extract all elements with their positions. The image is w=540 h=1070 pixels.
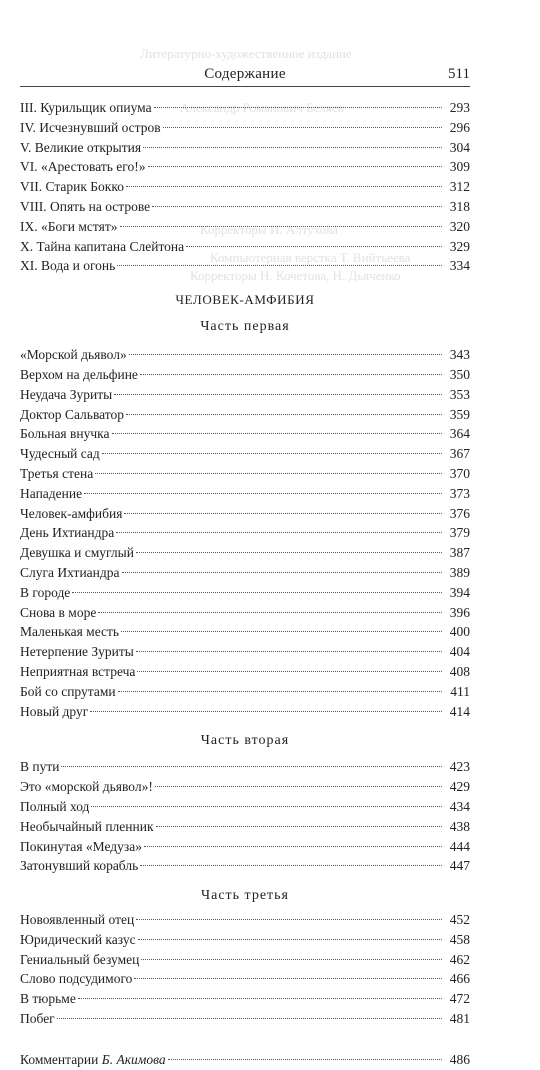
- toc-entry-title: Неудача Зуриты: [20, 386, 113, 402]
- toc-entry-title: [20, 1050, 166, 1070]
- book-title: ЧЕЛОВЕК-АМФИБИЯ: [175, 292, 315, 308]
- dot-leader: [112, 433, 442, 434]
- toc-entry-title: X. Тайна капитана Слейтона: [20, 238, 185, 254]
- toc-entry: [20, 345, 470, 365]
- toc-entry: [20, 157, 470, 177]
- toc-entry-page: 466: [449, 971, 470, 987]
- page-number: 511: [448, 66, 470, 82]
- toc-entry-page: 411: [450, 683, 470, 699]
- toc-entry-page: 379: [449, 525, 470, 541]
- toc-entry-title: Слуга Ихтиандра: [20, 564, 120, 580]
- toc-entry-title: «Морской дьявол»: [20, 347, 127, 363]
- toc-entry-page: 370: [449, 465, 470, 481]
- dot-leader: [118, 691, 442, 692]
- toc-entry: [20, 1009, 470, 1029]
- toc-entry: [20, 603, 470, 623]
- toc-entry-title: Снова в море: [20, 604, 97, 620]
- toc-entry-page: 481: [449, 1011, 470, 1027]
- toc-entry: [20, 217, 470, 237]
- dot-leader: [78, 998, 442, 999]
- toc-entry-title: V. Великие открытия: [20, 139, 142, 155]
- dot-leader: [168, 1059, 442, 1060]
- bleed-through-line: Корректоры И. Алтухова: [200, 222, 338, 237]
- toc-entry-page: 438: [449, 818, 470, 834]
- toc-entry-title: Юридический казус: [20, 931, 136, 947]
- dot-leader: [148, 166, 443, 167]
- toc-entry-title: Покинутая «Медуза»: [20, 838, 142, 854]
- toc-entry-title: Девушка и смуглый: [20, 545, 134, 561]
- dot-leader: [122, 572, 442, 573]
- dot-leader: [61, 766, 442, 767]
- toc-entry-page: 312: [449, 179, 470, 195]
- toc-entry: [20, 757, 470, 777]
- toc-entry-title: Неприятная встреча: [20, 663, 136, 679]
- toc-entry-page: 389: [449, 564, 470, 580]
- dot-leader: [134, 978, 442, 979]
- toc-entry-page: 343: [449, 347, 470, 363]
- toc-entry-title: Чудесный сад: [20, 446, 100, 462]
- dot-leader: [155, 786, 442, 787]
- toc-page: [20, 64, 470, 1070]
- toc-entry: [20, 197, 470, 217]
- toc-entry: [20, 385, 470, 405]
- toc-entry-page: 296: [449, 119, 470, 135]
- toc-entry-title: Третья стена: [20, 465, 94, 481]
- part-title: Часть первая: [200, 319, 290, 335]
- toc-entry: [20, 662, 470, 682]
- dot-leader: [114, 394, 442, 395]
- toc-entry-page: 429: [449, 779, 470, 795]
- toc-entry-title: Доктор Сальватор: [20, 406, 125, 422]
- dot-leader: [95, 473, 442, 474]
- toc-entry-page: 364: [449, 426, 470, 442]
- dot-leader: [98, 612, 442, 613]
- toc-entry-page: 404: [449, 644, 470, 660]
- dot-leader: [57, 1018, 442, 1019]
- toc-entry-page: 423: [449, 759, 470, 775]
- toc-entry: [20, 702, 470, 722]
- toc-entry-page: 387: [449, 545, 470, 561]
- toc-entry: [20, 424, 470, 444]
- toc-entry: [20, 910, 470, 930]
- toc-entry: [20, 777, 470, 797]
- dot-leader: [144, 846, 442, 847]
- dot-leader: [126, 414, 442, 415]
- toc-entry-title: В городе: [20, 584, 71, 600]
- dot-leader: [90, 711, 442, 712]
- toc-entry-page: 359: [449, 406, 470, 422]
- toc-entry-page: 452: [449, 912, 470, 928]
- toc-entry: [20, 930, 470, 950]
- toc-entry-title: Новый друг: [20, 703, 89, 719]
- toc-entry-title: В тюрьме: [20, 991, 76, 1007]
- bleed-through-line: Александр Романович Беляев: [180, 100, 344, 115]
- toc-entry-title: В пути: [20, 759, 60, 775]
- bleed-through-line: Корректоры Н. Кочетова, Н. Дьяченко: [190, 268, 401, 283]
- comments-author: Б. Акимова: [101, 1051, 166, 1067]
- toc-entry: [20, 504, 470, 524]
- toc-entry: [20, 98, 470, 118]
- dot-leader: [141, 959, 442, 960]
- bleed-through-line: Литературно-художественное издание: [140, 46, 352, 61]
- toc-entry-page: 350: [449, 366, 470, 382]
- toc-entry-title: Полный ход: [20, 798, 90, 814]
- toc-entry-title: Нетерпение Зуриты: [20, 644, 134, 660]
- dot-leader: [72, 592, 442, 593]
- toc-entry-page: 396: [449, 604, 470, 620]
- toc-entry-title: Нападение: [20, 485, 83, 501]
- toc-entry-page: 320: [449, 218, 470, 234]
- dot-leader: [140, 374, 442, 375]
- toc-entry: [20, 969, 470, 989]
- toc-part-1: [20, 345, 470, 721]
- toc-entry: [20, 642, 470, 662]
- part-title: Часть третья: [201, 888, 289, 904]
- toc-entry: [20, 237, 470, 257]
- toc-entry-page: 293: [449, 100, 470, 115]
- dot-leader: [120, 226, 443, 227]
- toc-entry-title: Это «морской дьявол»!: [20, 779, 153, 795]
- comments-label: Комментарии: [20, 1051, 99, 1067]
- toc-entry-page: 486: [449, 1051, 470, 1067]
- dot-leader: [140, 865, 442, 866]
- toc-entry-page: 394: [449, 584, 470, 600]
- toc-entry-title: IX. «Боги мстят»: [20, 218, 118, 234]
- toc-entry-page: 458: [449, 931, 470, 947]
- toc-entry-page: 318: [449, 198, 470, 214]
- toc-entry-title: Необычайный пленник: [20, 818, 154, 834]
- toc-entry-title: Верхом на дельфине: [20, 366, 138, 382]
- toc-entry-title: VIII. Опять на острове: [20, 198, 151, 214]
- dot-leader: [126, 186, 442, 187]
- toc-entry-title: XI. Вода и огонь: [20, 258, 116, 274]
- toc-entry: [20, 622, 470, 642]
- toc-entry-title: III. Курильщик опиума: [20, 100, 152, 115]
- dot-leader: [121, 631, 442, 632]
- toc-entry-title: Больная внучка: [20, 426, 110, 442]
- toc-entry-page: 434: [449, 798, 470, 814]
- toc-entry: [20, 464, 470, 484]
- toc-entry: [20, 950, 470, 970]
- toc-entry-page: 472: [449, 991, 470, 1007]
- toc-entry: [20, 989, 470, 1009]
- toc-entry-title: VII. Старик Бокко: [20, 179, 124, 195]
- toc-entry-page: 309: [449, 159, 470, 175]
- toc-section-1: [20, 98, 470, 276]
- dot-leader: [102, 453, 442, 454]
- dot-leader: [84, 493, 442, 494]
- dot-leader: [124, 513, 442, 514]
- dot-leader: [152, 206, 442, 207]
- toc-entry: [20, 118, 470, 138]
- toc-entry-title: Новоявленный отец: [20, 912, 135, 928]
- toc-entry-title: Бой со спрутами: [20, 683, 116, 699]
- toc-entry: [20, 484, 470, 504]
- toc-entry: [20, 563, 470, 583]
- toc-entry-page: 329: [449, 238, 470, 254]
- toc-entry: [20, 797, 470, 817]
- toc-entry-page: 414: [449, 703, 470, 719]
- dot-leader: [156, 826, 442, 827]
- toc-part-3: [20, 910, 470, 1029]
- toc-entry-title: Маленькая месть: [20, 624, 120, 640]
- dot-leader: [137, 671, 442, 672]
- toc-entry-page: 353: [449, 386, 470, 402]
- toc-entry-page: 408: [449, 663, 470, 679]
- toc-entry-page: 462: [449, 951, 470, 967]
- toc-entry-page: 376: [449, 505, 470, 521]
- toc-entry-title: Затонувший корабль: [20, 858, 139, 874]
- toc-entry: [20, 256, 470, 276]
- toc-part-2: [20, 757, 470, 876]
- dot-leader: [138, 939, 442, 940]
- toc-entry-page: 334: [449, 258, 470, 274]
- dot-leader: [143, 147, 442, 148]
- toc-entry-page: 447: [449, 858, 470, 874]
- toc-entry-page: 373: [449, 485, 470, 501]
- toc-entry-page: 400: [449, 624, 470, 640]
- toc-entry-title: Слово подсудимого: [20, 971, 133, 987]
- dot-leader: [116, 532, 442, 533]
- dot-leader: [154, 107, 442, 108]
- toc-entry: [20, 177, 470, 197]
- toc-entry-comments: [20, 1050, 470, 1070]
- dot-leader: [136, 651, 442, 652]
- toc-entry-title: Человек-амфибия: [20, 505, 123, 521]
- toc-entry: [20, 543, 470, 563]
- toc-entry-title: IV. Исчезнувший остров: [20, 119, 161, 135]
- toc-entry: [20, 817, 470, 837]
- toc-entry-title: День Ихтиандра: [20, 525, 115, 541]
- toc-entry: [20, 682, 470, 702]
- toc-entry-page: 304: [449, 139, 470, 155]
- toc-entry: [20, 856, 470, 876]
- dot-leader: [91, 806, 442, 807]
- toc-entry-title: VI. «Арестовать его!»: [20, 159, 146, 175]
- toc-entry-page: 367: [449, 446, 470, 462]
- part-title: Часть вторая: [200, 733, 290, 749]
- dot-leader: [117, 265, 442, 266]
- toc-entry: [20, 523, 470, 543]
- dot-leader: [186, 246, 442, 247]
- toc-entry: [20, 405, 470, 425]
- toc-entry: [20, 138, 470, 158]
- dot-leader: [136, 919, 442, 920]
- toc-entry-page: 444: [449, 838, 470, 854]
- bleed-through-line: Компьютерная верстка Т. Вийтьеева: [210, 250, 411, 265]
- toc-entry: [20, 444, 470, 464]
- dot-leader: [136, 552, 442, 553]
- dot-leader: [163, 127, 442, 128]
- toc-entry: [20, 583, 470, 603]
- dot-leader: [129, 354, 442, 355]
- toc-entry-title: Побег: [20, 1011, 55, 1027]
- toc-entry: [20, 365, 470, 385]
- toc-entry: [20, 837, 470, 857]
- toc-entry-title: Гениальный безумец: [20, 951, 140, 967]
- running-header-title: Содержание: [204, 66, 286, 82]
- running-header: [20, 64, 470, 87]
